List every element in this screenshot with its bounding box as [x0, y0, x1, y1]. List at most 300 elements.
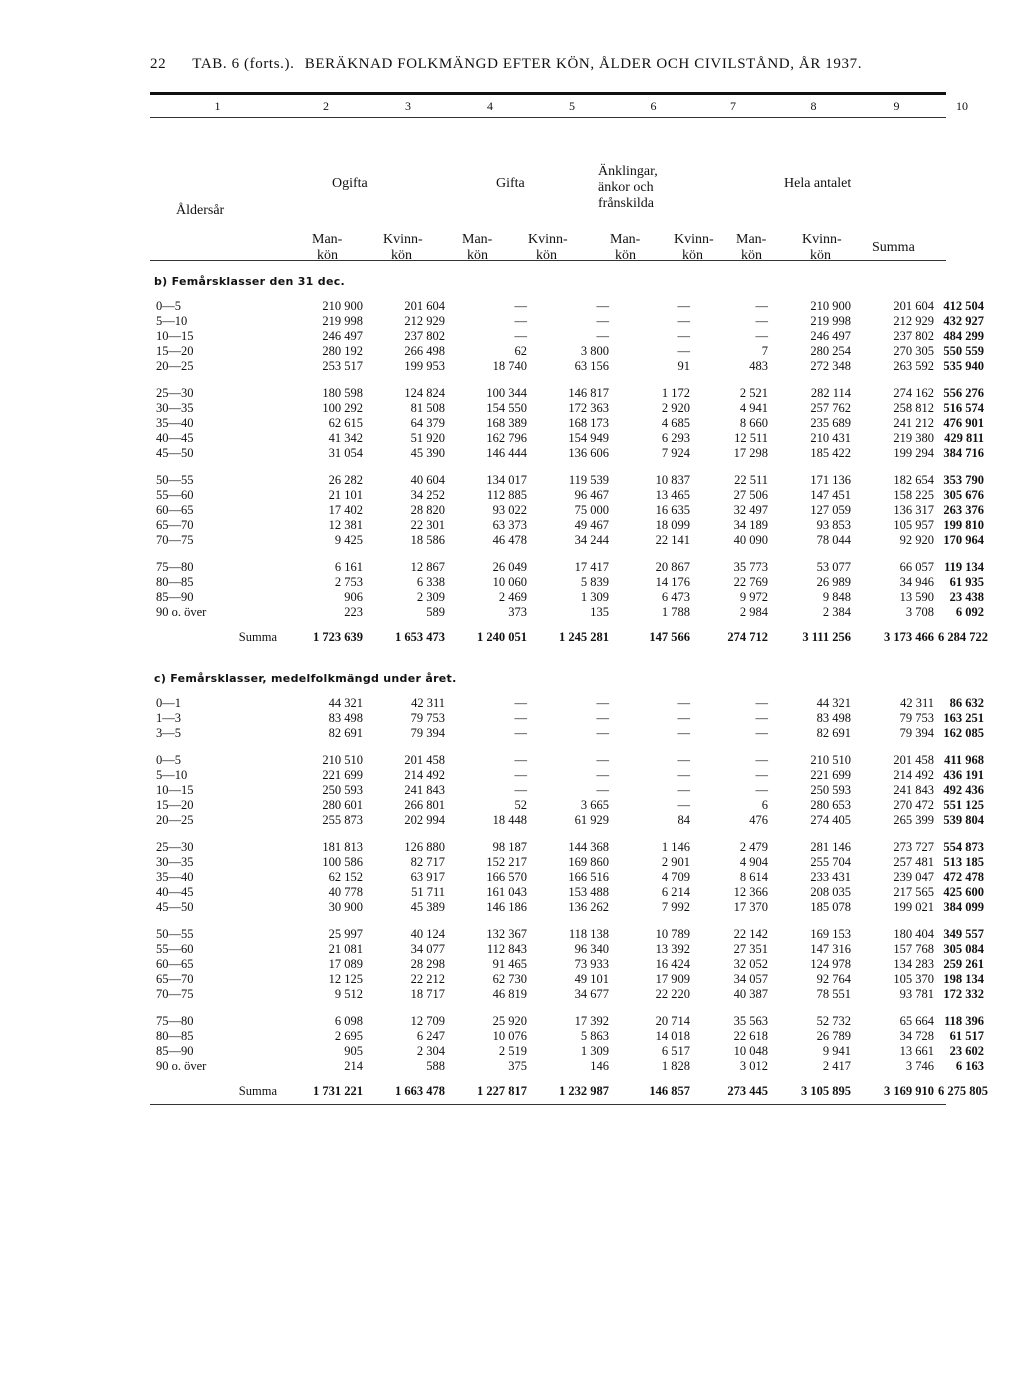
- group-spacer: [150, 741, 946, 753]
- table-cell: 201 604: [404, 299, 445, 313]
- table-cell: 223: [344, 605, 363, 619]
- table-cell: 162 796: [486, 431, 527, 445]
- table-cell: 52: [514, 798, 527, 812]
- table-cell: 13 590: [899, 590, 934, 604]
- table-cell: 135: [590, 605, 609, 619]
- table-cell: 589: [426, 605, 445, 619]
- total-cell: 273 445: [727, 1084, 768, 1098]
- table-cell: 144 368: [568, 840, 609, 854]
- table-cell: 274 405: [810, 813, 851, 827]
- table-row: [150, 942, 984, 957]
- age-label: 70—75: [156, 533, 194, 547]
- table-row: [150, 798, 984, 813]
- table-cell: 146 444: [486, 446, 527, 460]
- total-label: Summa: [238, 1084, 277, 1098]
- table-cell: 2 521: [739, 386, 768, 400]
- table-cell: 246 497: [322, 329, 363, 343]
- table-cell: 34 077: [410, 942, 445, 956]
- sum-cell: 162 085: [943, 726, 984, 740]
- table-row: [150, 575, 984, 590]
- table-cell: 73 933: [574, 957, 609, 971]
- table-cell: 62: [514, 344, 527, 358]
- table-cell: 146 817: [568, 386, 609, 400]
- table-row: [150, 431, 984, 446]
- table-cell: 46 819: [492, 987, 527, 1001]
- table-cell: 79 753: [410, 711, 445, 725]
- table-row: [150, 560, 984, 575]
- table-cell: 18 717: [410, 987, 445, 1001]
- table-cell: 32 052: [733, 957, 768, 971]
- table-cell: 40 778: [328, 885, 363, 899]
- table-cell: 4 941: [739, 401, 768, 415]
- header-female: kön: [810, 248, 831, 263]
- table-cell: 49 467: [574, 518, 609, 532]
- table-cell: 100 292: [322, 401, 363, 415]
- table-cell: 375: [508, 1059, 527, 1073]
- age-label: 30—35: [156, 401, 194, 415]
- table-row: [150, 855, 984, 870]
- table-cell: 201 458: [893, 753, 934, 767]
- age-label: 65—70: [156, 518, 194, 532]
- group-spacer: [150, 461, 946, 473]
- sum-cell: 384 099: [943, 900, 984, 914]
- total-cell: 3 111 256: [802, 630, 851, 644]
- table-cell: 9 425: [334, 533, 363, 547]
- sum-cell: 23 602: [949, 1044, 984, 1058]
- age-label: 80—85: [156, 1029, 194, 1043]
- group-spacer: [150, 548, 946, 560]
- table-cell: 16 424: [655, 957, 690, 971]
- table-cell: —: [755, 783, 768, 797]
- sum-cell: 170 964: [943, 533, 984, 547]
- table-cell: 2 304: [416, 1044, 445, 1058]
- table-cell: 2 920: [661, 401, 690, 415]
- sum-cell: 476 901: [943, 416, 984, 430]
- age-label: 90 o. över: [156, 605, 207, 619]
- table-cell: 2 753: [334, 575, 363, 589]
- header-married: Gifta: [496, 176, 525, 191]
- age-label: 55—60: [156, 488, 194, 502]
- group-spacer: [150, 374, 946, 386]
- table-cell: 84: [677, 813, 690, 827]
- table-cell: —: [514, 783, 527, 797]
- table-cell: 34 189: [733, 518, 768, 532]
- table-row: [150, 401, 984, 416]
- group-spacer: [150, 828, 946, 840]
- section-title: b) Femårsklasser den 31 dec.: [154, 275, 346, 288]
- table-cell: 263 592: [893, 359, 934, 373]
- header-unmarried: Ogifta: [332, 176, 368, 191]
- table-cell: 172 363: [568, 401, 609, 415]
- age-label: 20—25: [156, 813, 194, 827]
- table-cell: 7 992: [661, 900, 690, 914]
- table-cell: 92 920: [899, 533, 934, 547]
- table-cell: 17 402: [328, 503, 363, 517]
- section-b: [150, 271, 988, 648]
- total-cell: 3 105 895: [801, 1084, 851, 1098]
- table-cell: 905: [344, 1044, 363, 1058]
- header-male: kön: [615, 248, 636, 263]
- table-cell: 22 618: [733, 1029, 768, 1043]
- table-cell: 6 517: [661, 1044, 690, 1058]
- table-cell: 6 161: [334, 560, 363, 574]
- table-row: [150, 605, 984, 620]
- table-cell: 45 389: [410, 900, 445, 914]
- table-cell: —: [596, 314, 609, 328]
- sum-cell: 349 557: [943, 927, 984, 941]
- table-cell: 82 691: [816, 726, 851, 740]
- table-cell: 18 099: [655, 518, 690, 532]
- total-row: [150, 626, 988, 648]
- table-cell: 6 293: [661, 431, 690, 445]
- table-cell: 214: [344, 1059, 363, 1073]
- table-cell: 22 220: [655, 987, 690, 1001]
- table-cell: 3 012: [739, 1059, 768, 1073]
- table-cell: 13 392: [655, 942, 690, 956]
- table-cell: 96 467: [574, 488, 609, 502]
- table-row: [150, 299, 984, 314]
- table-cell: 79 753: [899, 711, 934, 725]
- table-cell: 6 214: [661, 885, 690, 899]
- table-cell: 136 262: [568, 900, 609, 914]
- header-male: kön: [317, 248, 338, 263]
- table-cell: —: [514, 299, 527, 313]
- table-row: [150, 927, 984, 942]
- age-label: 45—50: [156, 900, 194, 914]
- sum-cell: 163 251: [943, 711, 984, 725]
- table-cell: 250 593: [810, 783, 851, 797]
- table-cell: 2 417: [822, 1059, 851, 1073]
- table-cell: —: [755, 768, 768, 782]
- table-cell: 185 078: [810, 900, 851, 914]
- table-cell: 588: [426, 1059, 445, 1073]
- table-cell: 18 586: [410, 533, 445, 547]
- table-cell: 100 586: [322, 855, 363, 869]
- table-row: [150, 900, 984, 915]
- table-cell: —: [677, 314, 690, 328]
- column-number: 9: [893, 99, 900, 113]
- sum-cell: 550 559: [943, 344, 984, 358]
- table-cell: 272 348: [810, 359, 851, 373]
- table-cell: 210 510: [810, 753, 851, 767]
- total-row: [150, 1080, 988, 1102]
- page-title: BERÄKNAD FOLKMÄNGD EFTER KÖN, ÅLDER OCH CIVILSTÅND, ÅR 1937.: [304, 56, 863, 72]
- table-row: [150, 972, 984, 987]
- table-cell: 168 173: [568, 416, 609, 430]
- header-male: Man-: [736, 232, 767, 247]
- table-cell: —: [677, 798, 690, 812]
- table-cell: 136 606: [568, 446, 609, 460]
- total-cell: 146 857: [649, 1084, 690, 1098]
- section-title: c) Femårsklasser, medelfolkmängd under året.: [154, 672, 457, 685]
- table-cell: 161 043: [486, 885, 527, 899]
- table-cell: 9 941: [822, 1044, 851, 1058]
- table-cell: —: [755, 696, 768, 710]
- table-cell: 14 018: [655, 1029, 690, 1043]
- table-cell: 21 101: [328, 488, 363, 502]
- column-number: 4: [487, 99, 493, 113]
- table-cell: 180 598: [322, 386, 363, 400]
- age-label: 75—80: [156, 560, 194, 574]
- table-cell: 42 311: [411, 696, 445, 710]
- table-cell: 1 146: [661, 840, 690, 854]
- table-cell: 10 076: [492, 1029, 527, 1043]
- table-cell: 13 661: [899, 1044, 934, 1058]
- table-cell: 199 953: [404, 359, 445, 373]
- table-cell: 6 098: [334, 1014, 363, 1028]
- sum-cell: 61 935: [949, 575, 984, 589]
- table-cell: 18 740: [492, 359, 527, 373]
- table-row: [150, 344, 984, 359]
- table-cell: 40 387: [733, 987, 768, 1001]
- table-cell: 52 732: [816, 1014, 851, 1028]
- age-label: 80—85: [156, 575, 194, 589]
- age-label: 85—90: [156, 590, 194, 604]
- table-cell: 280 192: [322, 344, 363, 358]
- table-cell: —: [596, 768, 609, 782]
- sum-cell: 484 299: [943, 329, 984, 343]
- table-cell: 171 136: [810, 473, 851, 487]
- table-cell: 1 828: [661, 1059, 690, 1073]
- table-cell: 118 138: [568, 927, 609, 941]
- table-cell: —: [596, 696, 609, 710]
- table-cell: 34 946: [899, 575, 934, 589]
- table-cell: 17 909: [655, 972, 690, 986]
- table-cell: 82 691: [328, 726, 363, 740]
- age-label: 25—30: [156, 840, 194, 854]
- table-cell: 32 497: [733, 503, 768, 517]
- table-cell: 265 399: [893, 813, 934, 827]
- table-cell: 241 212: [893, 416, 934, 430]
- header-female: kön: [536, 248, 557, 263]
- table-row: [150, 1059, 984, 1074]
- table-cell: 79 394: [899, 726, 934, 740]
- table-cell: 22 142: [733, 927, 768, 941]
- age-label: 35—40: [156, 416, 194, 430]
- table-cell: 40 090: [733, 533, 768, 547]
- table-cell: 280 254: [810, 344, 851, 358]
- age-label: 65—70: [156, 972, 194, 986]
- table-cell: 93 022: [492, 503, 527, 517]
- table-cell: 166 516: [568, 870, 609, 884]
- table-cell: 49 101: [574, 972, 609, 986]
- table-cell: 65 664: [899, 1014, 934, 1028]
- table-cell: 17 392: [574, 1014, 609, 1028]
- table-cell: 483: [749, 359, 768, 373]
- table-cell: 45 390: [410, 446, 445, 460]
- page-header: [150, 56, 862, 73]
- table-cell: 3 665: [580, 798, 609, 812]
- table-cell: 124 978: [810, 957, 851, 971]
- age-label: 10—15: [156, 783, 194, 797]
- table-cell: 82 717: [410, 855, 445, 869]
- header-male: Man-: [610, 232, 641, 247]
- table-cell: 4 685: [661, 416, 690, 430]
- table-cell: 257 481: [893, 855, 934, 869]
- table-cell: 98 187: [492, 840, 527, 854]
- table-cell: 235 689: [810, 416, 851, 430]
- sum-cell: 199 810: [943, 518, 984, 532]
- table-cell: 250 593: [322, 783, 363, 797]
- table-cell: 20 714: [655, 1014, 690, 1028]
- table-cell: —: [596, 329, 609, 343]
- table-cell: 253 517: [322, 359, 363, 373]
- table-cell: 185 422: [810, 446, 851, 460]
- age-label: 85—90: [156, 1044, 194, 1058]
- table-cell: 9 972: [739, 590, 768, 604]
- sum-cell: 6 092: [955, 605, 984, 619]
- total-cell: 3 173 466: [884, 630, 934, 644]
- table-cell: 75 000: [574, 503, 609, 517]
- total-cell: 6 284 722: [938, 630, 988, 644]
- table-cell: 154 550: [486, 401, 527, 415]
- table-row: [150, 696, 984, 711]
- header-widowed-2: änkor och: [598, 180, 654, 195]
- table-cell: 10 789: [655, 927, 690, 941]
- header-female: Kvinn-: [802, 232, 842, 247]
- header-total: Hela antalet: [784, 176, 852, 191]
- table-cell: —: [596, 711, 609, 725]
- table-row: [150, 783, 984, 798]
- table-row: [150, 711, 984, 726]
- sum-cell: 23 438: [949, 590, 984, 604]
- table-cell: 10 060: [492, 575, 527, 589]
- table-cell: 112 885: [486, 488, 527, 502]
- table-cell: 2 479: [739, 840, 768, 854]
- table-cell: 208 035: [810, 885, 851, 899]
- table-cell: —: [755, 299, 768, 313]
- table-cell: 270 305: [893, 344, 934, 358]
- total-label: Summa: [238, 630, 277, 644]
- table-cell: 219 380: [893, 431, 934, 445]
- table-cell: 280 601: [322, 798, 363, 812]
- bottom-rule: [150, 1104, 946, 1105]
- table-cell: 199 294: [893, 446, 934, 460]
- age-label: 45—50: [156, 446, 194, 460]
- table-cell: 28 298: [410, 957, 445, 971]
- table-cell: 127 059: [810, 503, 851, 517]
- age-label: 40—45: [156, 885, 194, 899]
- table-cell: 25 997: [328, 927, 363, 941]
- table-cell: 210 510: [322, 753, 363, 767]
- table-row: [150, 503, 984, 518]
- table-cell: 126 880: [404, 840, 445, 854]
- page-number: 22: [150, 56, 167, 72]
- table-cell: 169 153: [810, 927, 851, 941]
- table-cell: —: [677, 753, 690, 767]
- age-label: 0—5: [156, 299, 181, 313]
- table-cell: 17 089: [328, 957, 363, 971]
- column-header-block: [150, 118, 946, 263]
- age-label: 55—60: [156, 942, 194, 956]
- age-label: 50—55: [156, 473, 194, 487]
- table-cell: —: [596, 726, 609, 740]
- table-row: [150, 446, 984, 461]
- table-cell: 199 021: [893, 900, 934, 914]
- table-row: [150, 1029, 984, 1044]
- sum-cell: 492 436: [943, 783, 984, 797]
- table-row: [150, 590, 984, 605]
- table-cell: 1 788: [661, 605, 690, 619]
- total-cell: 147 566: [649, 630, 690, 644]
- table-cell: 476: [749, 813, 768, 827]
- table-cell: 217 565: [893, 885, 934, 899]
- table-cell: —: [677, 329, 690, 343]
- total-cell: 6 275 805: [938, 1084, 988, 1098]
- table-cell: 255 704: [810, 855, 851, 869]
- table-cell: 8 614: [739, 870, 768, 884]
- table-cell: —: [755, 726, 768, 740]
- table-cell: 46 478: [492, 533, 527, 547]
- table-cell: 4 709: [661, 870, 690, 884]
- table-cell: 3 708: [905, 605, 934, 619]
- age-label: 10—15: [156, 329, 194, 343]
- table-cell: 62 152: [328, 870, 363, 884]
- sum-cell: 425 600: [943, 885, 984, 899]
- table-cell: 91: [677, 359, 690, 373]
- table-row: [150, 726, 984, 741]
- table-cell: 96 340: [574, 942, 609, 956]
- table-cell: 373: [508, 605, 527, 619]
- table-cell: 3 746: [905, 1059, 934, 1073]
- table-cell: 6 473: [661, 590, 690, 604]
- table-cell: 157 768: [893, 942, 934, 956]
- sum-cell: 198 134: [943, 972, 984, 986]
- sum-cell: 384 716: [943, 446, 984, 460]
- table-row: [150, 473, 984, 488]
- table-cell: 255 873: [322, 813, 363, 827]
- table-cell: —: [514, 768, 527, 782]
- table-cell: 132 367: [486, 927, 527, 941]
- table-cell: 62 615: [328, 416, 363, 430]
- table-cell: 93 853: [816, 518, 851, 532]
- sum-cell: 436 191: [943, 768, 984, 782]
- table-cell: 105 957: [893, 518, 934, 532]
- table-cell: 17 370: [733, 900, 768, 914]
- table-cell: 246 497: [810, 329, 851, 343]
- table-cell: 41 342: [328, 431, 363, 445]
- table-cell: 2 519: [498, 1044, 527, 1058]
- table-cell: 7: [761, 344, 768, 358]
- table-cell: —: [677, 696, 690, 710]
- sum-cell: 263 376: [943, 503, 984, 517]
- table-cell: 241 843: [404, 783, 445, 797]
- table-cell: 1 172: [661, 386, 690, 400]
- table-cell: 147 316: [810, 942, 851, 956]
- sum-cell: 535 940: [943, 359, 984, 373]
- table-cell: —: [677, 783, 690, 797]
- table-cell: 21 081: [328, 942, 363, 956]
- header-male: Man-: [462, 232, 493, 247]
- table-row: [150, 768, 984, 783]
- sum-cell: 551 125: [943, 798, 984, 812]
- table-cell: 100 344: [486, 386, 527, 400]
- sum-cell: 86 632: [949, 696, 984, 710]
- table-cell: 12 867: [410, 560, 445, 574]
- age-label: 15—20: [156, 798, 194, 812]
- table-cell: 22 769: [733, 575, 768, 589]
- table-cell: 12 125: [328, 972, 363, 986]
- table-cell: 5 863: [580, 1029, 609, 1043]
- table-cell: —: [514, 329, 527, 343]
- age-label: 75—80: [156, 1014, 194, 1028]
- table-cell: 18 448: [492, 813, 527, 827]
- table-cell: 2 469: [498, 590, 527, 604]
- table-cell: 281 146: [810, 840, 851, 854]
- table-cell: 6 247: [416, 1029, 445, 1043]
- age-label: 3—5: [156, 726, 181, 740]
- table-cell: 257 762: [810, 401, 851, 415]
